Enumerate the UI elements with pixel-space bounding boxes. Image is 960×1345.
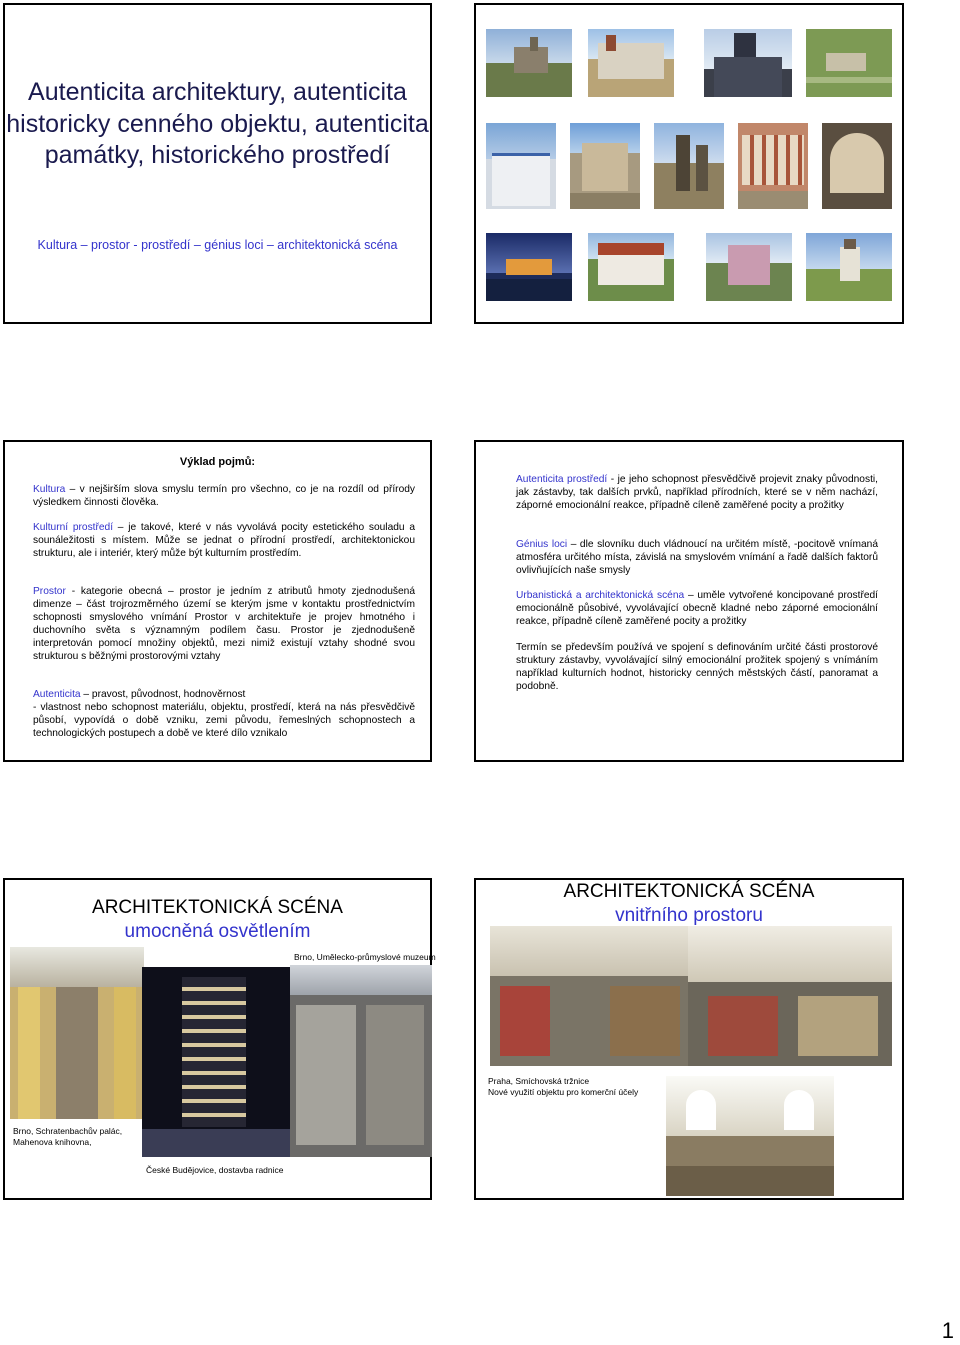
slide-photo-collage — [474, 3, 904, 324]
photo-bridge-towers — [654, 123, 724, 209]
photo-pink-villa — [706, 233, 792, 301]
photo-chapel-in-field — [806, 233, 892, 301]
presentation-subtitle: Kultura – prostor - prostředí – génius loci – architektonická scéna — [37, 238, 398, 252]
photo-market-hall-right — [688, 926, 892, 1066]
slide-definitions — [3, 440, 432, 762]
definition-autenticita-prostredi-text: - je jeho schopnost přesvědčivě projevit znaky původnosti, jak zástavby, tak dalších prvků, například přírodních, které se v něm nachází, záporné emocionální reakce, případně cíleně zaměřené pocity a prožitky — [516, 474, 878, 511]
scene-interior-title — [476, 880, 902, 928]
photo-arcade-courtyard — [738, 123, 808, 209]
definition-termin — [516, 641, 878, 693]
caption-brno-museum: Brno, Umělecko-průmyslové muzeum — [294, 952, 436, 962]
scene-lighting-title-line2: umocněná osvětlením — [124, 921, 311, 942]
caption-ceske-budejovice: České Budějovice, dostavba radnice — [146, 1165, 284, 1175]
term-architektonicka-scena: Urbanistická a architektonická scéna — [516, 590, 685, 601]
photo-castle-on-hill — [486, 29, 572, 97]
definition-prostor-text: - kategorie obecná – prostor je jedním z atributů hmoty zjednodušená dimenze – část trojrozměrného území se kterým jsme v kontaktu prostřednictvím schopnosti smyslového vnímání Prostor v architektuře je projev hmotného i duchovního světa s významným podílem času. Prostor je zjednodušeně interpretován pomocí množiny objektů, mezi nimiž existují vztahy shodné svou strukturou s běžnými prostorovými vztahy — [33, 586, 415, 662]
photo-gothic-cathedral — [570, 123, 640, 209]
photo-cathedral — [704, 29, 792, 97]
term-kultura: Kultura — [33, 484, 66, 495]
definition-architektonicka-scena — [516, 589, 878, 628]
photo-hall-interior — [666, 1076, 834, 1196]
caption-praha-market-line1: Praha, Smíchovská tržnice — [488, 1076, 590, 1086]
definitions-heading: Výklad pojmů: — [179, 456, 256, 468]
page-number: 1 — [941, 1318, 954, 1343]
caption-praha-market — [488, 1076, 638, 1098]
photo-modern-building — [486, 123, 556, 209]
scene-lighting-title-line1: ARCHITEKTONICKÁ SCÉNA — [92, 897, 343, 918]
definition-genius-loci — [516, 538, 878, 577]
definition-prostor — [33, 585, 415, 663]
photo-glass-courtyard — [290, 965, 432, 1157]
slide-scene-lighting — [3, 878, 436, 1200]
definition-kultura — [33, 483, 415, 509]
photo-white-chateau — [588, 233, 674, 301]
scene-lighting-title — [5, 896, 430, 944]
photo-night-building — [142, 967, 290, 1157]
definition-kulturni-prostredi-text: – je takové, které v nás vyvolává pocity estetického souladu a sounáležitosti s místem. Může se jednat o přírodní prostředí, architektonickou strukturu, ale i interiér, který může být kulturním prostředím. — [33, 522, 415, 559]
photo-town-with-church — [588, 29, 674, 97]
photo-vaulted-hall — [822, 123, 892, 209]
term-kulturni-prostredi: Kulturní prostředí — [33, 522, 114, 533]
caption-brno-palace — [13, 1126, 122, 1148]
slide-definitions-continued — [474, 440, 904, 762]
photo-aerial-village — [806, 29, 892, 97]
photo-atrium — [10, 947, 144, 1119]
scene-interior-title-line2: vnitřního prostoru — [615, 905, 763, 926]
term-genius-loci: Génius loci — [516, 539, 568, 550]
definition-architektonicka-scena-text: – uměle vytvořené koncipované prostředí emocionálně působivé, vyvolávající obecně kladné nebo záporné emocionální reakce, případně cíleně zaměřené pocity a prožitky — [516, 590, 879, 627]
caption-brno-palace-line2: Mahenova knihovna, — [13, 1137, 92, 1147]
photo-castle-at-dusk — [486, 233, 572, 301]
caption-praha-market-line2: Nové využití objektu pro komerční účely — [488, 1087, 639, 1097]
term-autenticita-prostredi: Autenticita prostředí — [516, 474, 608, 485]
definition-kulturni-prostredi — [33, 521, 415, 560]
definition-autenticita-prostredi — [516, 473, 878, 512]
definition-termin-text: Termín se především používá ve spojení s definováním určité části prostorové struktury zástavby, vyvolávající silný emocionální prožitek spojený s vnímáním například kulturních hodnot, historicky cenných městských částí, panoramat a podobně. — [516, 642, 878, 692]
slide-scene-interior — [474, 878, 904, 1200]
definition-genius-loci-text: – dle slovníku duch vládnoucí na určitém místě, -pocitově vnímaná atmosféra určitého místa, závislá na smyslovém vnímání a řadě dalších faktorů ovlivňujících naše smysly — [516, 539, 878, 576]
definition-autenticita-detail: - vlastnost nebo schopnost materiálu, objektu, prostředí, která na nás přesvědčivě působí, vypovídá o době vzniku, zemi původu, řemeslných schopnostech a technologických postupech a době ve které dílo vznikalo — [33, 702, 415, 739]
definition-autenticita — [33, 688, 415, 740]
definition-kultura-text: – v nejširším slova smyslu termín pro všechno, co je na rozdíl od přírody výsledkem činnosti člověka. — [33, 484, 415, 508]
term-autenticita: Autenticita — [33, 689, 81, 700]
slide-title — [3, 3, 432, 324]
definition-autenticita-text: – pravost, původnost, hodnověrnost — [80, 689, 246, 700]
caption-brno-palace-line1: Brno, Schratenbachův palác, — [13, 1126, 123, 1136]
presentation-title: Autenticita architektury, autenticita historicky cenného objektu, autenticita památky, historického prostředí — [6, 78, 429, 169]
term-prostor: Prostor — [33, 586, 66, 597]
scene-interior-title-line1: ARCHITEKTONICKÁ SCÉNA — [563, 881, 815, 902]
photo-market-hall-left — [490, 926, 688, 1066]
